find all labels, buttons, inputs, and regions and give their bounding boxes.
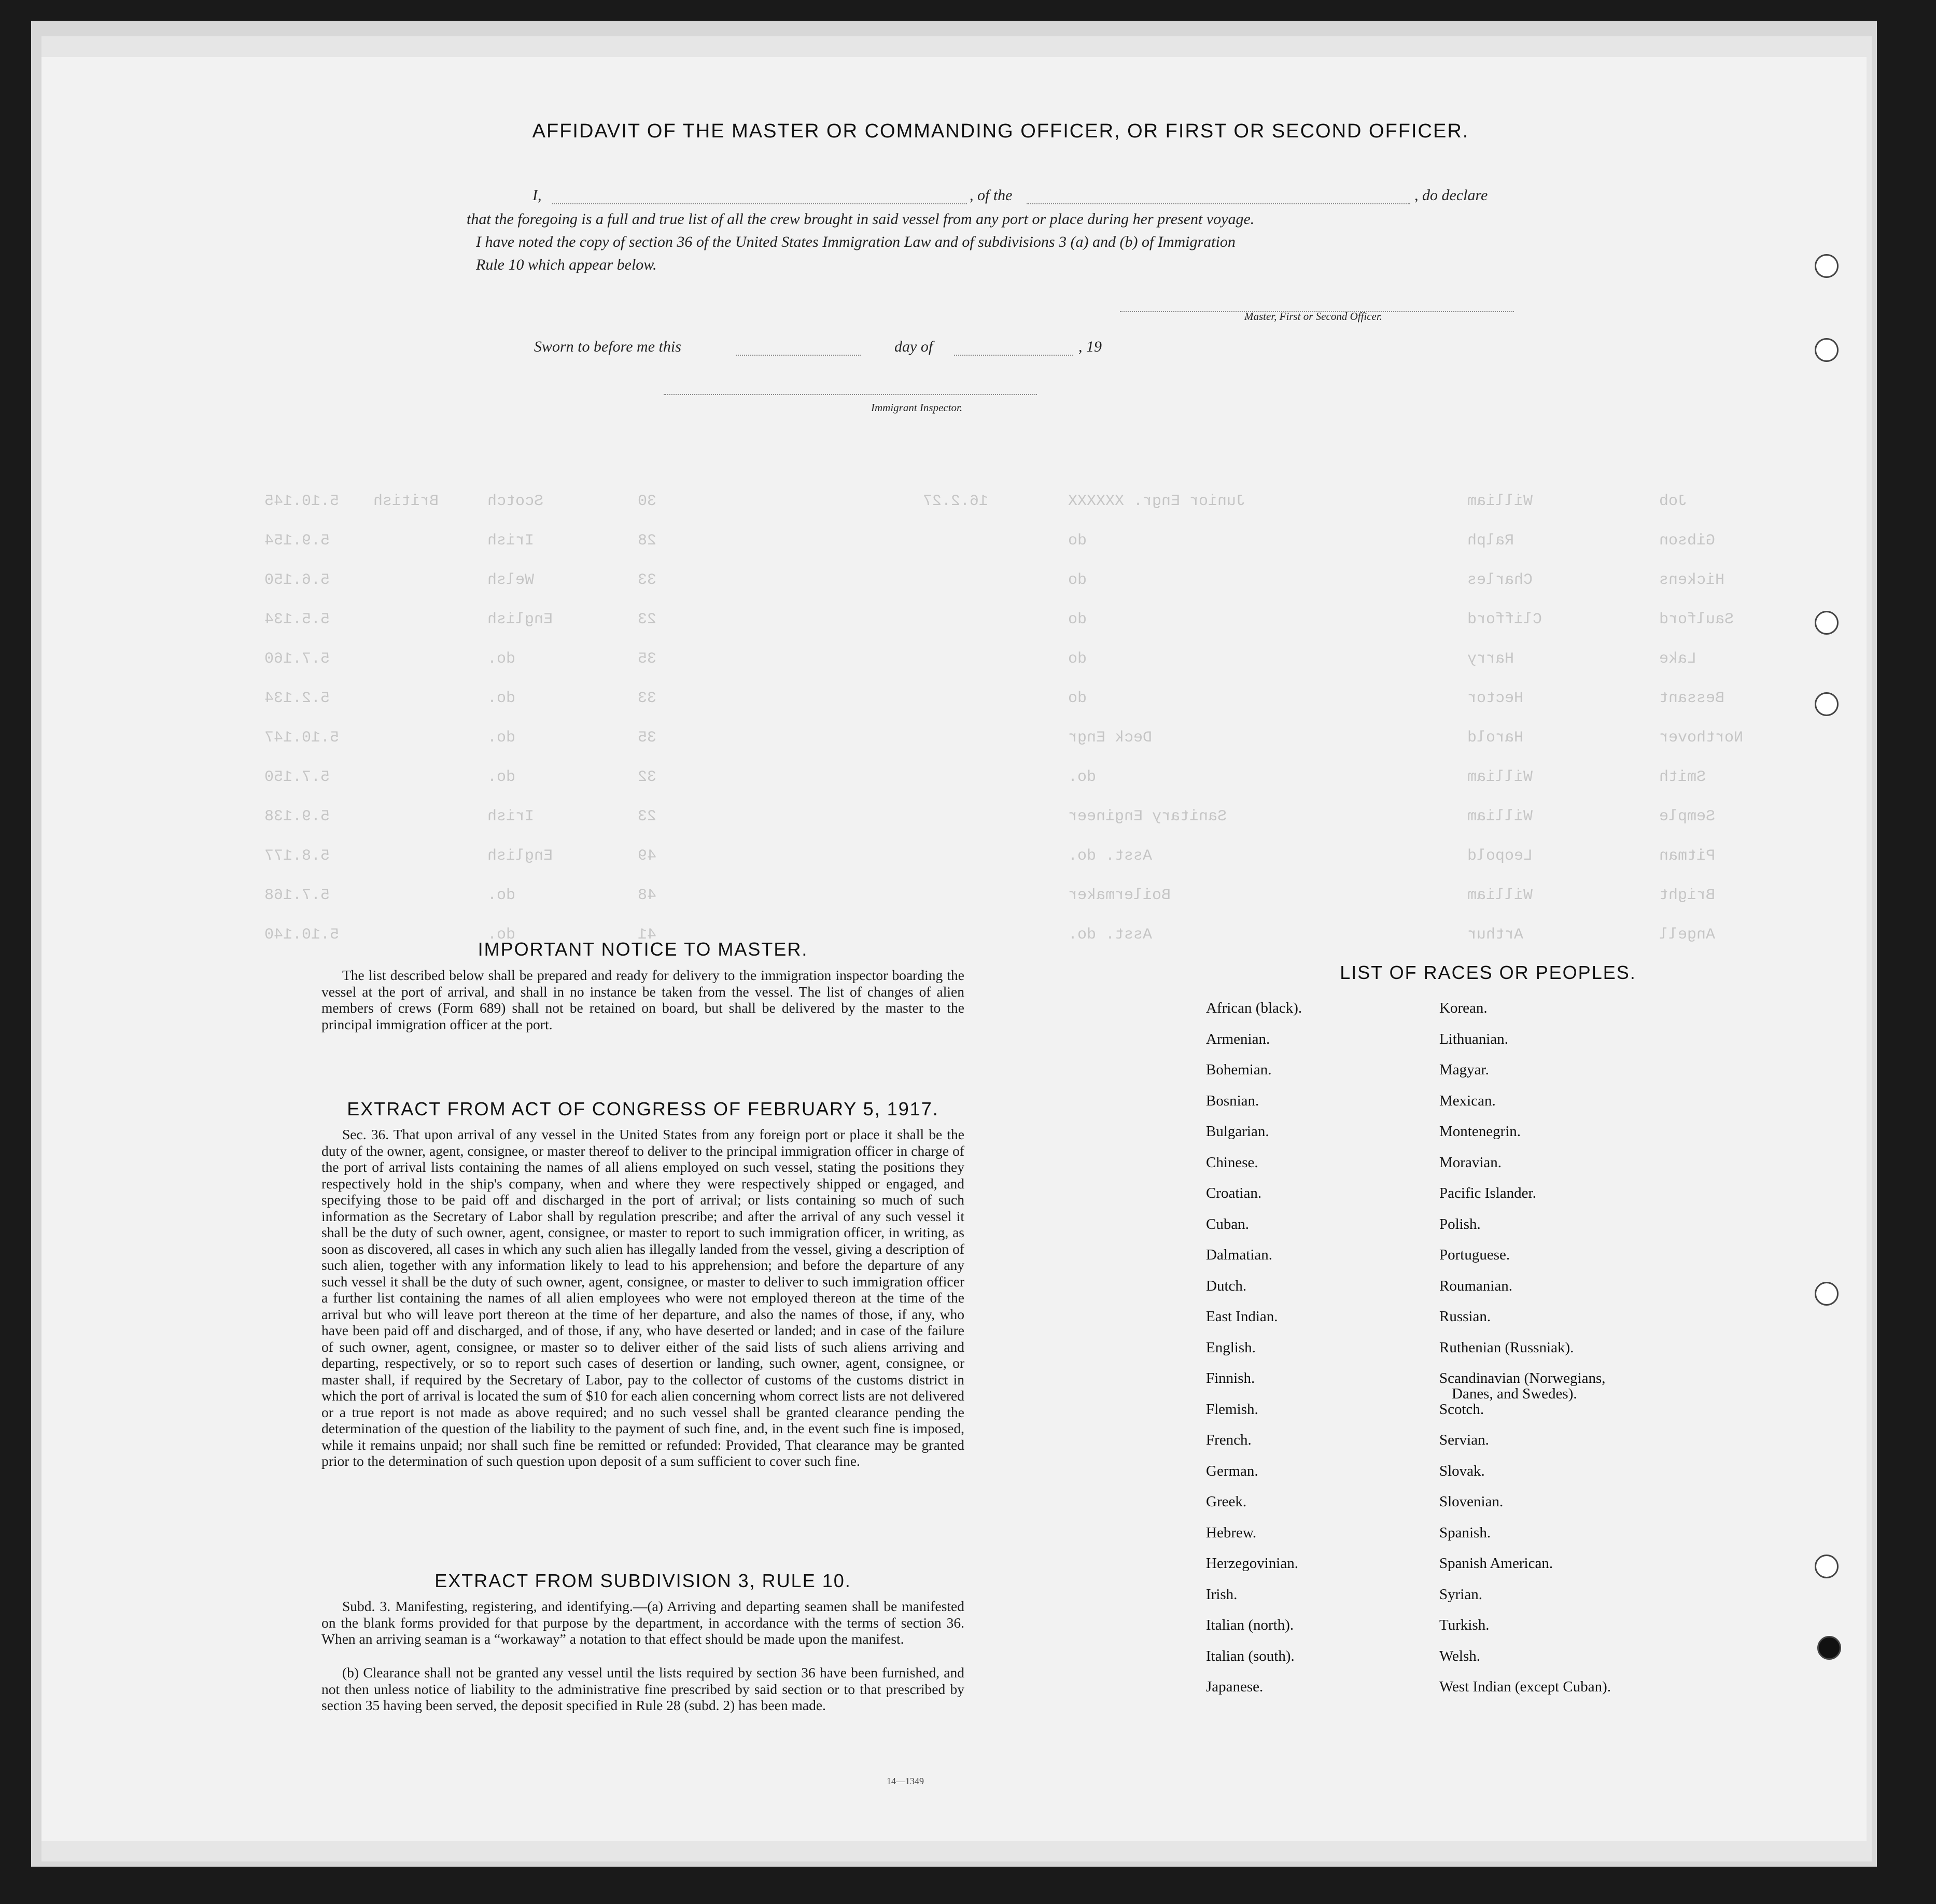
race-item: African (black). [1206,1000,1302,1016]
race-item: Turkish. [1439,1617,1490,1633]
race-item: Scotch. [1439,1401,1484,1418]
race-item: Dutch. [1206,1277,1247,1294]
bleed-through-cell: 5.7.150 [264,768,330,786]
bleed-through-cell: Harry [1467,650,1514,668]
bleed-through-row [41,847,1867,870]
punch-hole [1815,254,1839,278]
bleed-through-cell: Charles [1467,571,1533,589]
race-item: Portuguese. [1439,1247,1510,1263]
race-item: Slovak. [1439,1462,1485,1479]
race-item: Italian (south). [1206,1647,1295,1664]
bleed-through-cell: Harold [1467,729,1524,747]
bleed-through-cell: do. [1068,768,1097,786]
race-item: Lithuanian. [1439,1030,1508,1047]
bleed-through-cell: do [1068,571,1087,589]
bleed-through-cell: 5.9.138 [264,808,330,825]
bleed-through-cell: Angell [1659,926,1716,944]
bleed-through-cell: Arthur [1467,926,1524,944]
bleed-through-cell: 32 [638,768,657,786]
bleed-through-row [41,571,1867,594]
bleed-through-cell: Bessant [1659,690,1725,707]
extract-act-title: EXTRACT FROM ACT OF CONGRESS OF FEBRUARY 5, 1917. [347,1098,939,1119]
bleed-through-row [41,729,1867,752]
bleed-through-cell: 5.10.147 [264,729,340,747]
race-item: Armenian. [1206,1030,1270,1047]
bleed-through-cell: do [1068,611,1087,628]
bleed-through-cell: British [373,493,439,510]
bleed-through-cell: Clifford [1467,611,1542,628]
bleed-through-cell: do. [487,887,516,904]
bleed-through-row [41,768,1867,791]
bleed-through-cell: Deck Engr [1068,729,1153,747]
notice-title: IMPORTANT NOTICE TO MASTER. [478,939,808,960]
bleed-through-cell: William [1467,768,1533,786]
bleed-through-cell: Lake [1659,650,1697,668]
bleed-through-cell: Irish [487,532,535,550]
bleed-through-cell: William [1467,493,1533,510]
bleed-through-cell: 23 [638,808,657,825]
race-item: Moravian. [1439,1154,1502,1171]
bleed-through-cell: 5.10.140 [264,926,340,944]
sworn-day-line[interactable] [736,355,861,356]
bleed-through-cell: 33 [638,690,657,707]
affidavit-line-3: I have noted the copy of section 36 of the United States Immigration Law and of subdivisions 3 (a) and (b) of Immigration [476,233,1236,250]
bleed-through-cell: Asst. do. [1068,926,1153,944]
bleed-through-cell: Job [1659,493,1688,510]
race-item: Japanese. [1206,1678,1264,1695]
race-item: English. [1206,1339,1256,1356]
bleed-through-cell: 5.5.134 [264,611,330,628]
race-item: Welsh. [1439,1647,1481,1664]
bleed-through-row [41,532,1867,555]
bleed-through-cell: Hickens [1659,571,1725,589]
form-code: 14—1349 [887,1776,924,1786]
race-item: Hebrew. [1206,1524,1257,1541]
bleed-through-cell: 5.7.168 [264,887,330,904]
extract-rule-text-b: (b) Clearance shall not be granted any vessel until the lists required by section 36 have been furnished, and not then unless notice of liability to the administrative fine prescribed by said section or to that prescribed by section 35 having been served, the deposit specified in Rule 28 (subd. 2) has been made. [321,1664,964,1713]
affidavit-line-4: Rule 10 which appear below. [476,256,657,273]
bleed-through-cell: 5.8.177 [264,847,330,865]
bleed-through-cell: Gibson [1659,532,1716,550]
master-signature-label: Master, First or Second Officer. [1244,310,1382,323]
bleed-through-row [41,690,1867,712]
bleed-through-cell: Bright [1659,887,1716,904]
race-item: Korean. [1439,1000,1488,1016]
race-item: Herzegovinian. [1206,1555,1298,1572]
punch-hole [1815,1555,1839,1578]
extract-rule-text-a: Subd. 3. Manifesting, registering, and identifying.—(a) Arriving and departing seamen shall be manifested on the blank forms provided for that purpose by the department, in accordance with the terms of section 36. When an arriving seaman is a “workaway” a notation to that effect should be made upon the manifest. [321,1598,964,1647]
race-item: West Indian (except Cuban). [1439,1678,1611,1695]
affidavit-title: AFFIDAVIT OF THE MASTER OR COMMANDING OFFICER, OR FIRST OR SECOND OFFICER. [532,120,1469,142]
vessel-name-line[interactable] [1027,203,1410,204]
affidavit-i-label: I, [532,187,542,204]
race-item: Bohemian. [1206,1061,1272,1078]
bleed-through-cell: do [1068,650,1087,668]
bleed-through-cell: do. [487,768,516,786]
race-item: Magyar. [1439,1061,1489,1078]
affidavit-line-2: that the foregoing is a full and true list of all the crew brought in said vessel from any port or place during her present voyage. [467,211,1255,228]
extract-rule-title: EXTRACT FROM SUBDIVISION 3, RULE 10. [434,1570,851,1591]
race-item: Greek. [1206,1493,1247,1510]
bleed-through-row [41,493,1867,515]
race-item: Bosnian. [1206,1092,1259,1109]
race-item: Roumanian. [1439,1277,1512,1294]
punch-hole [1817,1636,1841,1660]
punch-hole [1815,1282,1839,1306]
race-item: Servian. [1439,1432,1489,1448]
race-item: Spanish American. [1439,1555,1553,1572]
race-item: German. [1206,1462,1258,1479]
bleed-through-cell: Boilermaker [1068,887,1171,904]
bleed-through-cell: Hector [1467,690,1524,707]
race-item: Slovenian. [1439,1493,1504,1510]
inspector-signature-line[interactable] [664,394,1037,395]
bleed-through-cell: Smith [1659,768,1706,786]
bleed-through-cell: English [487,611,553,628]
race-item: Flemish. [1206,1401,1258,1418]
bleed-through-cell: Pitman [1659,847,1716,865]
race-item: Danes, and Swedes). [1452,1385,1577,1402]
bleed-through-cell: Leopold [1467,847,1533,865]
race-item: Scandinavian (Norwegians, [1439,1370,1606,1387]
bleed-through-cell: do. [487,926,516,944]
bleed-through-cell: 48 [638,887,657,904]
bleed-through-cell: Junior Engr. XXXXXX [1068,493,1246,510]
bleed-through-cell: do. [487,650,516,668]
bleed-through-cell: Welsh [487,571,535,589]
bleed-through-cell: 23 [638,611,657,628]
bleed-through-cell: 35 [638,729,657,747]
bleed-through-row [41,611,1867,634]
sworn-label: Sworn to before me this [534,338,681,355]
bleed-through-cell: 5.9.154 [264,532,330,550]
bleed-through-cell: William [1467,808,1533,825]
bleed-through-cell: William [1467,887,1533,904]
bleed-through-cell: Northover [1659,729,1744,747]
bleed-through-cell: 5.2.134 [264,690,330,707]
punch-hole [1815,611,1839,635]
race-item: Italian (north). [1206,1617,1294,1633]
affidavit-declare-label: , do declare [1414,187,1488,204]
races-title: LIST OF RACES OR PEOPLES. [1340,962,1636,983]
bleed-through-cell: Ralph [1467,532,1514,550]
race-item: Ruthenian (Russniak). [1439,1339,1574,1356]
bleed-through-cell: 30 [638,493,657,510]
bleed-through-cell: 33 [638,571,657,589]
bleed-through-row [41,808,1867,831]
bleed-through-cell: 16.2.27 [923,493,989,510]
bleed-through-row [41,650,1867,673]
bleed-through-cell: do. [487,729,516,747]
race-item: Dalmatian. [1206,1247,1273,1263]
bleed-through-cell: Asst. do. [1068,847,1153,865]
affidavit-of-the-label: , of the [970,187,1013,204]
extract-act-text: Sec. 36. That upon arrival of any vessel in the United States from any foreign port or place it shall be the duty of the owner, agent, consignee, or master thereof to deliver to the principal immigration officer in charge of the port of arrival lists containing the names of all aliens employed on such vessel, stating the positions they respectively hold in the ship's company, when and where they were respectively shipped or engaged, and specifying those to be paid off and discharged in the port of arrival; or lists containing so much of such information as the Secretary of Labor shall by regulation prescribe; and after the arrival of any such vessel it shall be the duty of such owner, agent, consignee, or master to report to such immigration officer, in writing, as soon as discovered, all cases in which any such alien has illegally landed from the vessel, giving a description of such alien, together with any information likely to lead to his apprehension; and before the departure of any such vessel it shall be the duty of such owner, agent, consignee, or master to deliver to such immigration officer a further list containing the names of all alien employees who were not employed thereon at the time of the arrival but who will leave port thereon at the time of her departure, and also the names of those, if any, who have been paid off and discharged, and of those, if any, who have deserted or landed; and in case of the failure of such owner, agent, consignee, or master so to deliver either of the said lists of such aliens arriving and departing, respectively, or so to report such cases of desertion or landing, such owner, agent, consignee, or master shall, if required by the Secretary of Labor, pay to the collector of customs of the customs district in which the port of arrival is located the sum of $10 for each alien concerning whom correct lists are not delivered or a true report is not made as above required; and no such vessel shall be granted clearance pending the determination of the question of the liability to the payment of such fine, and, in the event such fine is imposed, while it remains unpaid; nor shall such fine be remitted or refunded: Provided, That clearance may be granted prior to the determination of such question upon deposit of a sum sufficient to cover such fine. [321,1126,964,1469]
race-item: Montenegrin. [1439,1123,1521,1140]
race-item: Spanish. [1439,1524,1491,1541]
bleed-through-cell: 41 [638,926,657,944]
race-item: Polish. [1439,1215,1481,1233]
bleed-through-cell: 5.10.145 [264,493,340,510]
bleed-through-cell: do [1068,690,1087,707]
punch-hole [1815,692,1839,716]
bleed-through-cell: 49 [638,847,657,865]
manifest-page [41,57,1867,1841]
race-item: Russian. [1439,1308,1491,1325]
bleed-through-cell: Sanitary Engineer [1068,808,1227,825]
day-of-label: day of [894,338,933,355]
sworn-month-line[interactable] [954,355,1073,356]
bleed-through-cell: 28 [638,532,657,550]
race-item: Pacific Islander. [1439,1185,1536,1201]
bleed-through-cell: 5.7.160 [264,650,330,668]
race-item: Bulgarian. [1206,1123,1269,1140]
bleed-through-cell: Irish [487,808,535,825]
bleed-through-cell: 5.6.150 [264,571,330,589]
race-item: Syrian. [1439,1586,1482,1603]
race-item: Chinese. [1206,1154,1258,1171]
bleed-through-cell: do. [487,690,516,707]
race-item: Cuban. [1206,1215,1249,1233]
race-item: French. [1206,1432,1252,1448]
bleed-through-row [41,887,1867,909]
year-label: , 19 [1078,338,1102,355]
bleed-through-cell: Saulford [1659,611,1734,628]
race-item: Croatian. [1206,1185,1262,1201]
race-item: Finnish. [1206,1370,1255,1387]
race-item: East Indian. [1206,1308,1278,1325]
race-item: Irish. [1206,1586,1238,1603]
inspector-label: Immigrant Inspector. [871,401,963,414]
master-name-line[interactable] [552,203,967,204]
bleed-through-cell: English [487,847,553,865]
bleed-through-cell: do [1068,532,1087,550]
race-item: Mexican. [1439,1092,1496,1109]
notice-text: The list described below shall be prepared and ready for delivery to the immigration inspector boarding the vessel at the port of arrival, and shall in no instance be taken from the vessel. The list of changes of alien members of crews (Form 689) shall not be retained on board, but shall be delivered by the master to the principal immigration officer at the port. [321,967,964,1032]
bleed-through-cell: Semple [1659,808,1716,825]
bleed-through-cell: Scotch [487,493,544,510]
punch-hole [1815,338,1839,362]
bleed-through-cell: 35 [638,650,657,668]
